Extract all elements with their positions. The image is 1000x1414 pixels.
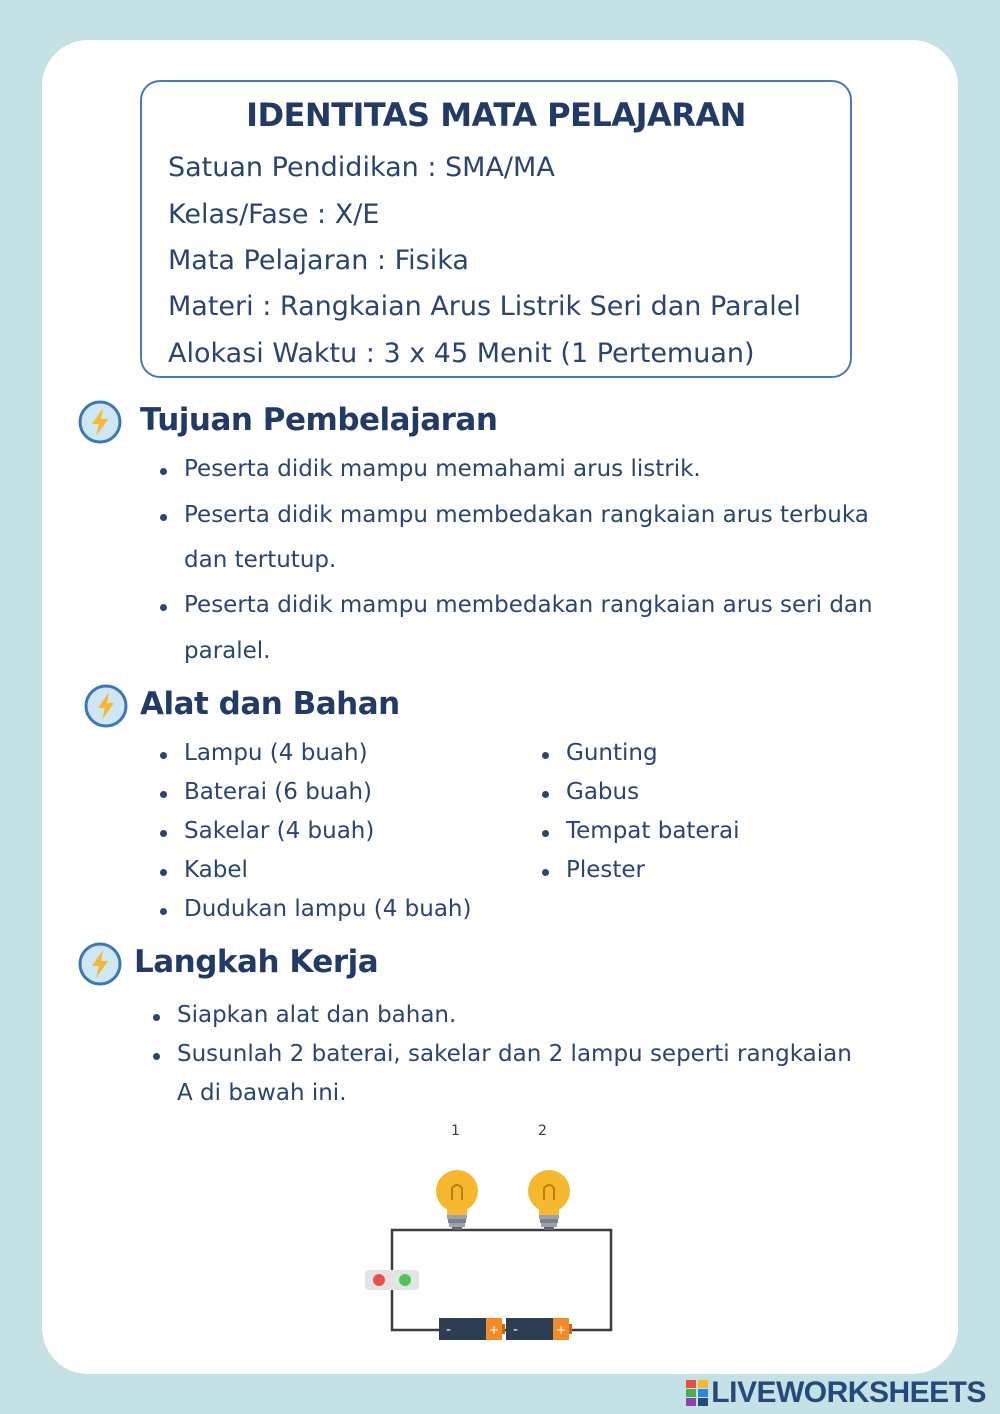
tujuan-title: Tujuan Pembelajaran [140,402,498,438]
lightning-icon [84,684,128,728]
tujuan-item: Peserta didik mampu membedakan rangkaian arus terbuka [184,502,869,528]
identity-class: Kelas/Fase : X/E [168,199,380,230]
bulb-1-icon [436,1170,478,1230]
bulb-label-2: 2 [538,1123,547,1139]
alat-item: Lampu (4 buah) [184,740,368,766]
liveworksheets-logo-icon [686,1380,708,1406]
lightning-icon [78,942,122,986]
identity-title: IDENTITAS MATA PELAJARAN [246,96,746,134]
alat-item: Dudukan lampu (4 buah) [184,896,472,922]
tujuan-item: Peserta didik mampu memahami arus listrik. [184,456,701,482]
identity-time: Alokasi Waktu : 3 x 45 Menit (1 Pertemuan) [168,338,755,369]
alat-item: Tempat baterai [566,818,740,844]
alat-title: Alat dan Bahan [140,686,400,722]
liveworksheets-logo-text: LIVEWORKSHEETS [711,1376,986,1409]
identity-school-level: Satuan Pendidikan : SMA/MA [168,152,555,183]
lightning-icon [78,400,122,444]
series-circuit-diagram [360,1160,630,1345]
alat-item: Sakelar (4 buah) [184,818,375,844]
alat-item: Kabel [184,857,248,883]
langkah-item: Siapkan alat dan bahan. [177,1002,457,1028]
tujuan-item: Peserta didik mampu membedakan rangkaian arus seri dan [184,592,873,618]
alat-item: Gabus [566,779,640,805]
bulb-label-1: 1 [451,1123,460,1139]
langkah-item-continued: A di bawah ini. [177,1080,347,1106]
alat-item: Gunting [566,740,658,766]
identity-subject: Mata Pelajaran : Fisika [168,245,469,276]
tujuan-item-continued: paralel. [184,638,271,664]
alat-item: Plester [566,857,646,883]
battery-1-plus: + [489,1323,500,1337]
switch-icon [365,1270,419,1290]
identity-box [140,80,852,378]
battery-2-plus: + [556,1323,567,1337]
battery-2-minus: - [513,1322,519,1338]
identity-material: Materi : Rangkaian Arus Listrik Seri dan Paralel [168,291,801,322]
langkah-item: Susunlah 2 baterai, sakelar dan 2 lampu seperti rangkaian [177,1041,852,1067]
tujuan-item-continued: dan tertutup. [184,547,337,573]
bulb-2-icon [528,1170,570,1230]
langkah-title: Langkah Kerja [134,944,379,980]
liveworksheets-logo[interactable] [686,1376,986,1410]
alat-item: Baterai (6 buah) [184,779,373,805]
battery-1-minus: - [446,1322,452,1338]
circuit-wire [392,1230,611,1330]
